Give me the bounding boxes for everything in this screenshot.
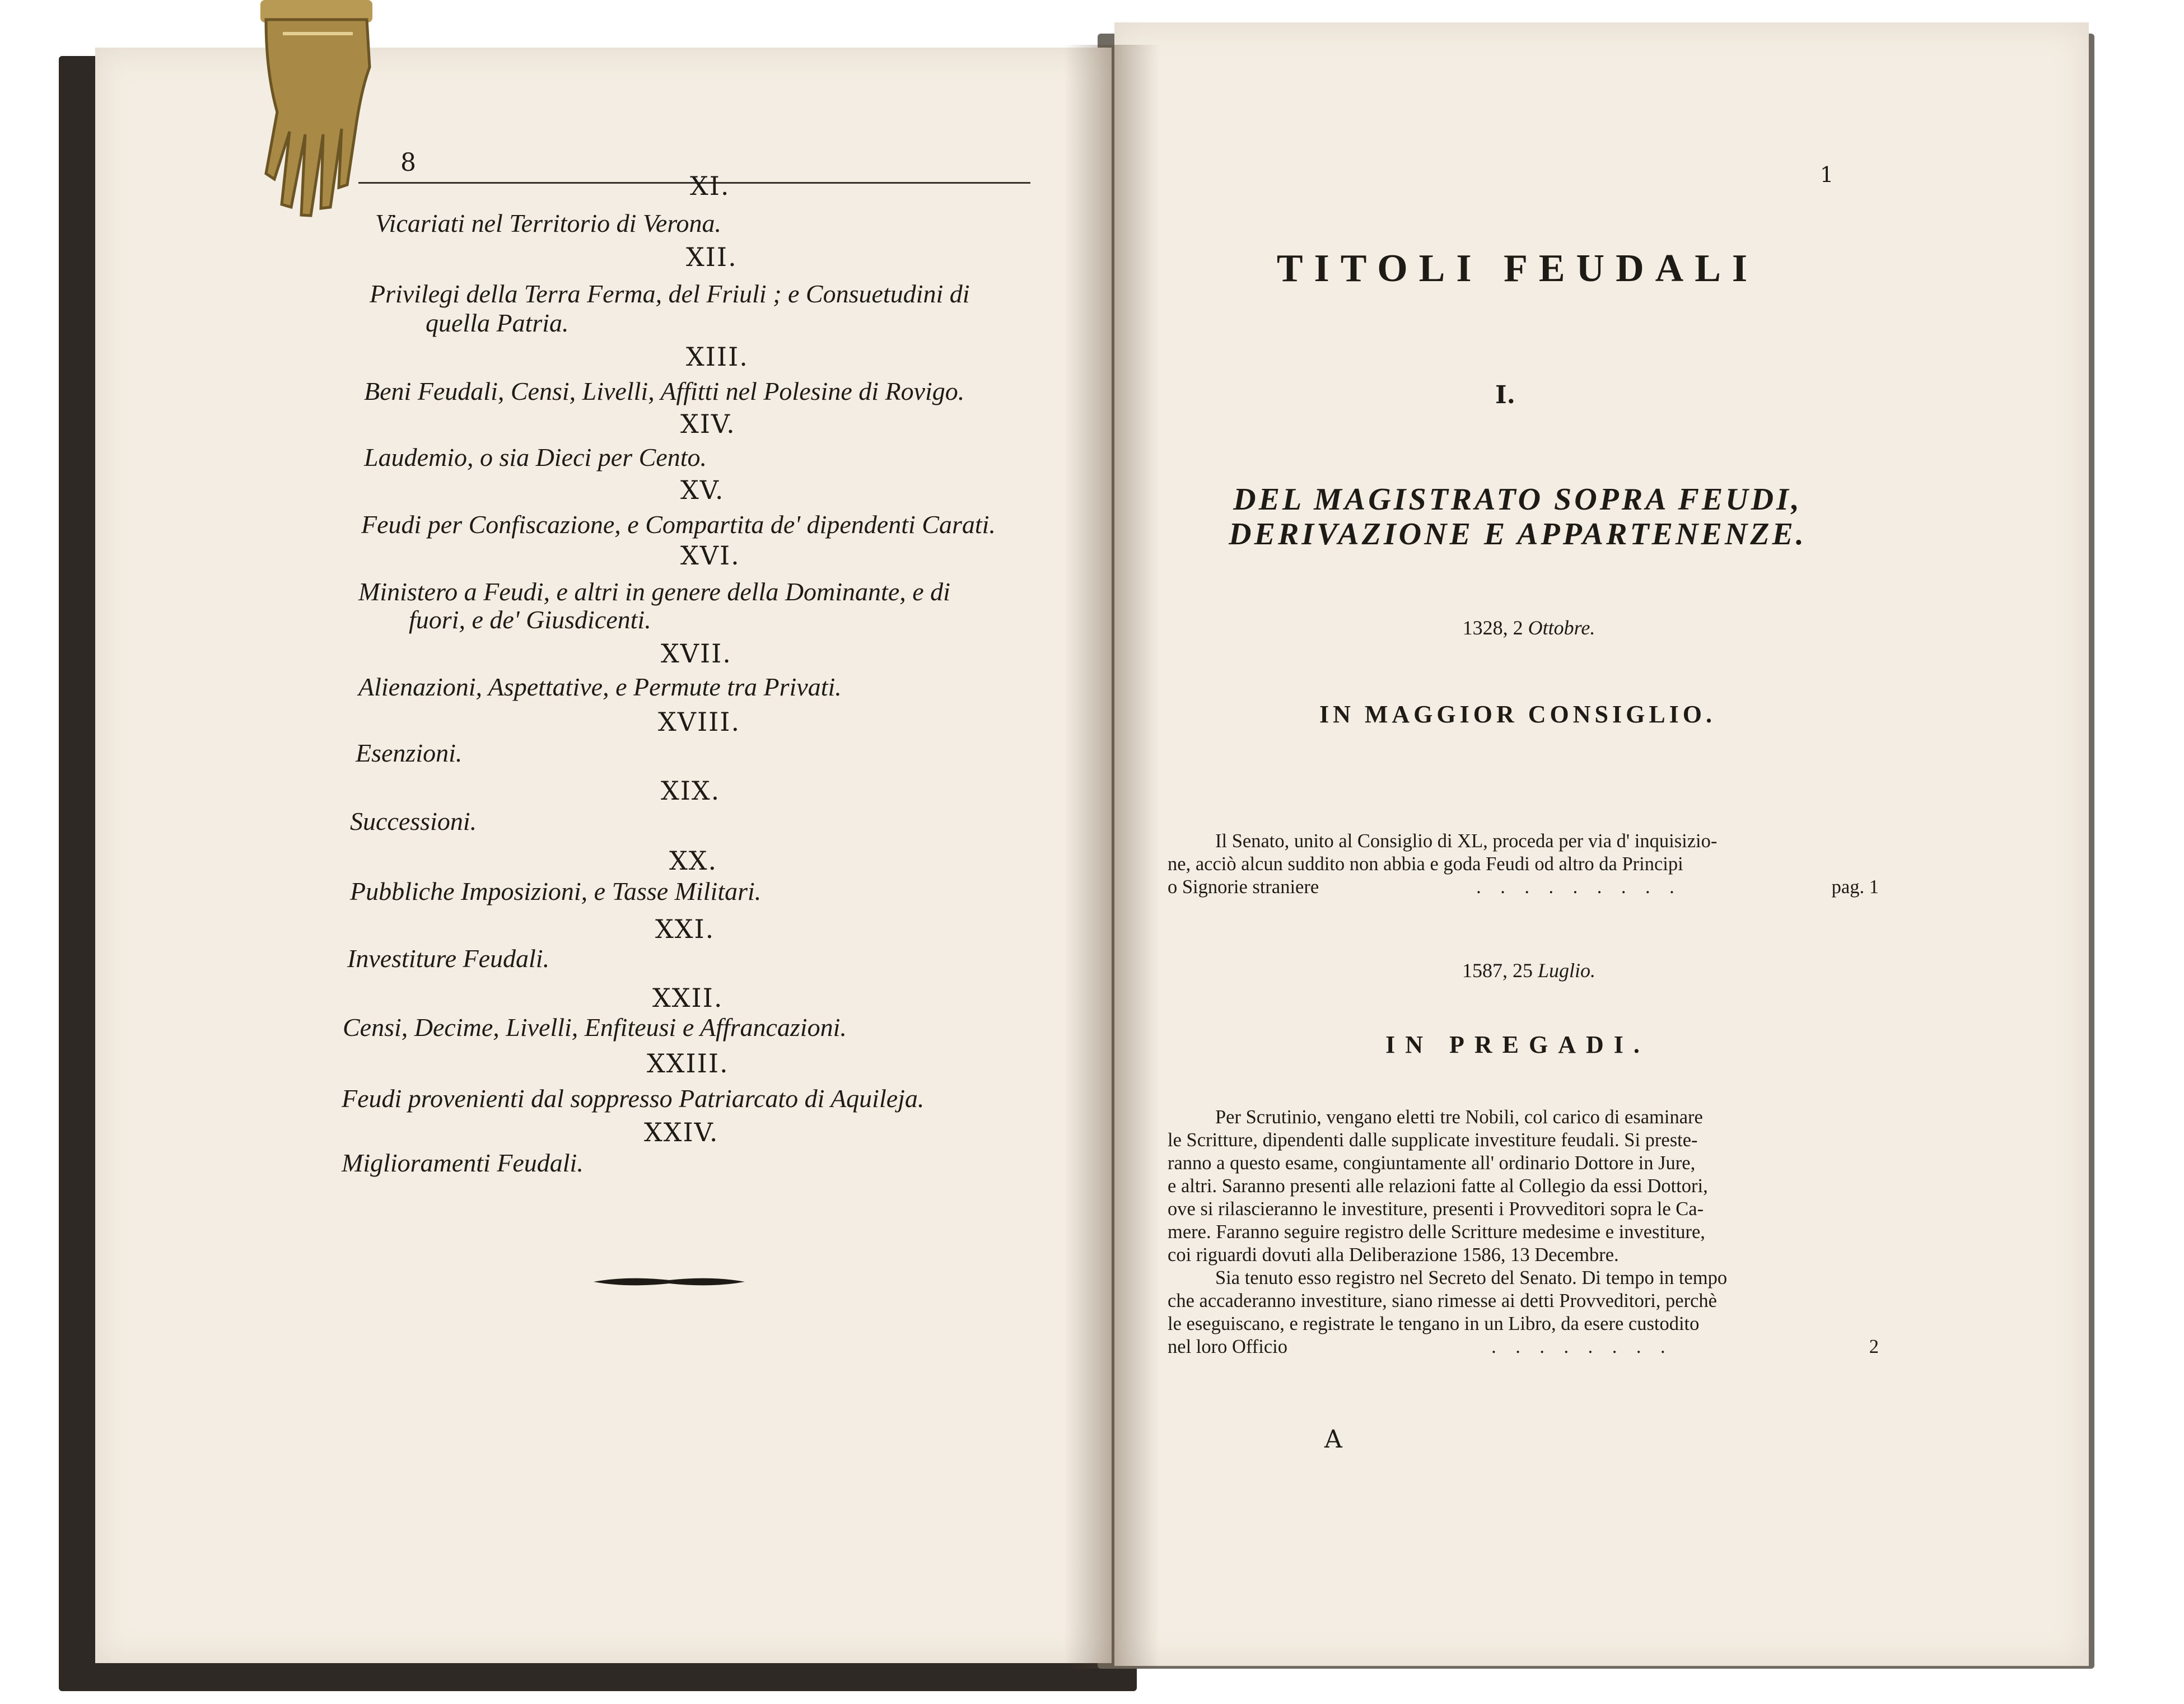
toc-title: quella Patria. — [426, 309, 569, 337]
page-number-right: 1 — [1820, 162, 1834, 187]
toc-numeral: XIX. — [661, 776, 721, 806]
signature-mark: A — [1324, 1425, 1342, 1454]
toc-title: Alienazioni, Aspettative, e Permute tra Privati. — [358, 673, 842, 701]
toc-title: Investiture Feudali. — [347, 944, 550, 973]
toc-numeral: XXIV. — [644, 1117, 719, 1147]
toc-title: Feudi per Confiscazione, e Compartita de' dipendenti Carati. — [361, 510, 996, 539]
paragraph-line: che accaderanno investiture, siano rimesse ai detti Provveditori, perchè — [1168, 1290, 1717, 1311]
section-title-line: DEL MAGISTRATO SOPRA FEUDI, — [1233, 482, 1802, 517]
toc-title: fuori, e de' Giusdicenti. — [409, 605, 651, 634]
paragraph-line: ranno a questo esame, congiuntamente all' ordinario Dottore in Jure, — [1168, 1152, 1696, 1174]
paragraph-line: coi riguardi dovuti alla Deliberazione 1586, 13 Decembre. — [1168, 1244, 1619, 1266]
paragraph-line: le Scritture, dipendenti dalle supplicate investiture feudali. Si preste- — [1168, 1129, 1698, 1151]
toc-numeral: XIII. — [686, 342, 749, 372]
toc-numeral: XII. — [686, 242, 738, 272]
toc-title: Feudi provenienti dal soppresso Patriarcato di Aquileja. — [342, 1084, 925, 1113]
toc-title: Miglioramenti Feudali. — [342, 1149, 584, 1177]
paragraph — [1168, 830, 1879, 899]
date-year-day: 1587, 25 — [1462, 959, 1533, 982]
page-reference: pag. 1 — [1831, 876, 1879, 898]
toc-numeral: XV. — [680, 475, 725, 505]
toc-numeral: XI. — [690, 171, 730, 201]
toc-numeral: XIV. — [680, 409, 736, 439]
toc-title: Pubbliche Imposizioni, e Tasse Militari. — [350, 877, 762, 905]
toc-title: Beni Feudali, Censi, Livelli, Affitti nel Polesine di Rovigo. — [364, 377, 965, 405]
dot-leader: . . . . . . . . — [1491, 1336, 1665, 1357]
toc-title: Esenzioni. — [356, 739, 463, 767]
brass-hand-clip — [227, 0, 406, 224]
date-month: Ottobre. — [1528, 617, 1595, 639]
toc-numeral: XVII. — [661, 638, 732, 669]
toc-numeral: XX. — [669, 846, 718, 876]
section-numeral: I. — [1495, 381, 1515, 409]
paragraph-line: Sia tenuto esso registro nel Secreto del Senato. Di tempo in tempo — [1215, 1267, 1728, 1288]
toc-title: Vicariati nel Territorio di Verona. — [375, 209, 722, 237]
paragraph-line: o Signorie straniere — [1168, 876, 1319, 898]
date-month: Luglio. — [1537, 959, 1596, 982]
toc-numeral: XXII. — [652, 983, 724, 1013]
date-year-day: 1328, 2 — [1462, 617, 1523, 639]
paragraph-last-line — [1168, 876, 1879, 899]
main-title: TITOLI FEUDALI — [1276, 247, 1759, 290]
toc-title: Laudemio, o sia Dieci per Cento. — [364, 443, 707, 471]
paragraph-line: le eseguiscano, e registrate le tengano in un Libro, da esere custodito — [1168, 1313, 1700, 1334]
council-heading: IN PREGADI. — [1385, 1031, 1650, 1058]
paragraph-line: Il Senato, unito al Consiglio di XL, proceda per via d' inquisizio- — [1215, 830, 1718, 852]
page-number-left: 8 — [400, 148, 416, 177]
date-heading — [1361, 959, 1697, 982]
fleuron-ornament — [594, 1276, 745, 1288]
book-gutter — [1064, 45, 1159, 1669]
dot-leader: . . . . . . . . . — [1476, 876, 1674, 898]
paragraph-line: mere. Faranno seguire registro delle Scritture medesime e investiture, — [1168, 1221, 1705, 1243]
page-reference: 2 — [1869, 1336, 1879, 1357]
paragraph-line: e altri. Saranno presenti alle relazioni fatte al Collegio da essi Dottori, — [1168, 1175, 1708, 1197]
toc-numeral: XXIII. — [647, 1048, 729, 1079]
paragraph — [1168, 1106, 1879, 1358]
toc-numeral: XVI. — [680, 540, 740, 571]
paragraph-last-line — [1168, 1336, 1879, 1358]
paragraph-line: Per Scrutinio, vengano eletti tre Nobili, col carico di esaminare — [1215, 1107, 1703, 1128]
paragraph-line: nel loro Officio — [1168, 1336, 1287, 1357]
date-heading — [1361, 616, 1697, 639]
council-heading: IN MAGGIOR CONSIGLIO. — [1319, 701, 1716, 728]
toc-title: Ministero a Feudi, e altri in genere della Dominante, e di — [358, 577, 950, 606]
toc-numeral: XVIII. — [658, 707, 741, 737]
section-title-line: DERIVAZIONE E APPARTENENZE. — [1229, 517, 1807, 552]
paragraph-line: ne, acciò alcun suddito non abbia e goda Feudi od altro da Principi — [1168, 853, 1683, 875]
toc-title: Privilegi della Terra Ferma, del Friuli ; e Consuetudini di — [370, 279, 970, 308]
toc-title: Censi, Decime, Livelli, Enfiteusi e Affrancazioni. — [343, 1013, 847, 1042]
toc-title: Successioni. — [350, 807, 477, 835]
toc-numeral: XXI. — [655, 914, 715, 944]
paragraph-line: ove si rilascieranno le investiture, presenti i Provveditori sopra le Ca- — [1168, 1198, 1704, 1220]
